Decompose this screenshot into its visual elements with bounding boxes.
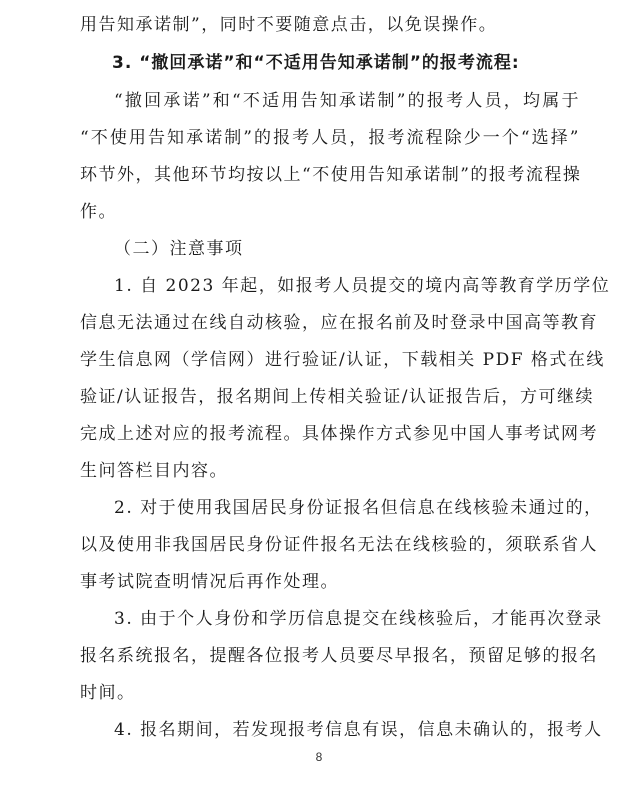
paragraph-line: 验证/认证报告，报名期间上传相关验证/认证报告后，方可继续 [80,387,594,407]
paragraph-line: “不使用告知承诺制”的报考人员，报考流程除少一个“选择” [80,128,580,148]
paragraph-line: “撤回承诺”和“不适用告知承诺制”的报考人员，均属于 [114,91,580,111]
paragraph-line: 报名系统报名，提醒各位报考人员要尽早报名，预留足够的报名 [80,646,598,666]
paragraph-line: 生问答栏目内容。 [80,461,228,481]
paragraph-line: 完成上述对应的报考流程。具体操作方式参见中国人事考试网考 [80,424,598,444]
paragraph-line: 信息无法通过在线自动核验，应在报名前及时登录中国高等教育 [80,313,598,333]
paragraph-line: 用告知承诺制”，同时不要随意点击，以免误操作。 [80,15,498,35]
paragraph-line: 事考试院查明情况后再作处理。 [80,572,339,592]
paragraph-line: 环节外，其他环节均按以上“不使用告知承诺制”的报考流程操 [80,165,582,185]
paragraph-line: 3. 由于个人身份和学历信息提交在线核验后，才能再次登录 [114,609,603,629]
paragraph-line: 4. 报名期间，若发现报考信息有误，信息未确认的，报考人 [114,720,603,740]
page-number: 8 [315,750,323,764]
paragraph-line: 作。 [80,202,117,222]
subsection-heading: （二）注意事项 [114,239,244,259]
paragraph-line: 以及使用非我国居民身份证件报名无法在线核验的，须联系省人 [80,535,598,555]
section-heading: 3. “撤回承诺”和“不适用告知承诺制”的报考流程: [112,53,520,73]
paragraph-line: 时间。 [80,683,136,703]
paragraph-line: 学生信息网（学信网）进行验证/认证，下载相关 PDF 格式在线 [80,350,605,370]
paragraph-line: 1. 自 2023 年起，如报考人员提交的境内高等教育学历学位 [114,276,611,296]
paragraph-line: 2. 对于使用我国居民身份证报名但信息在线核验未通过的， [114,498,603,518]
